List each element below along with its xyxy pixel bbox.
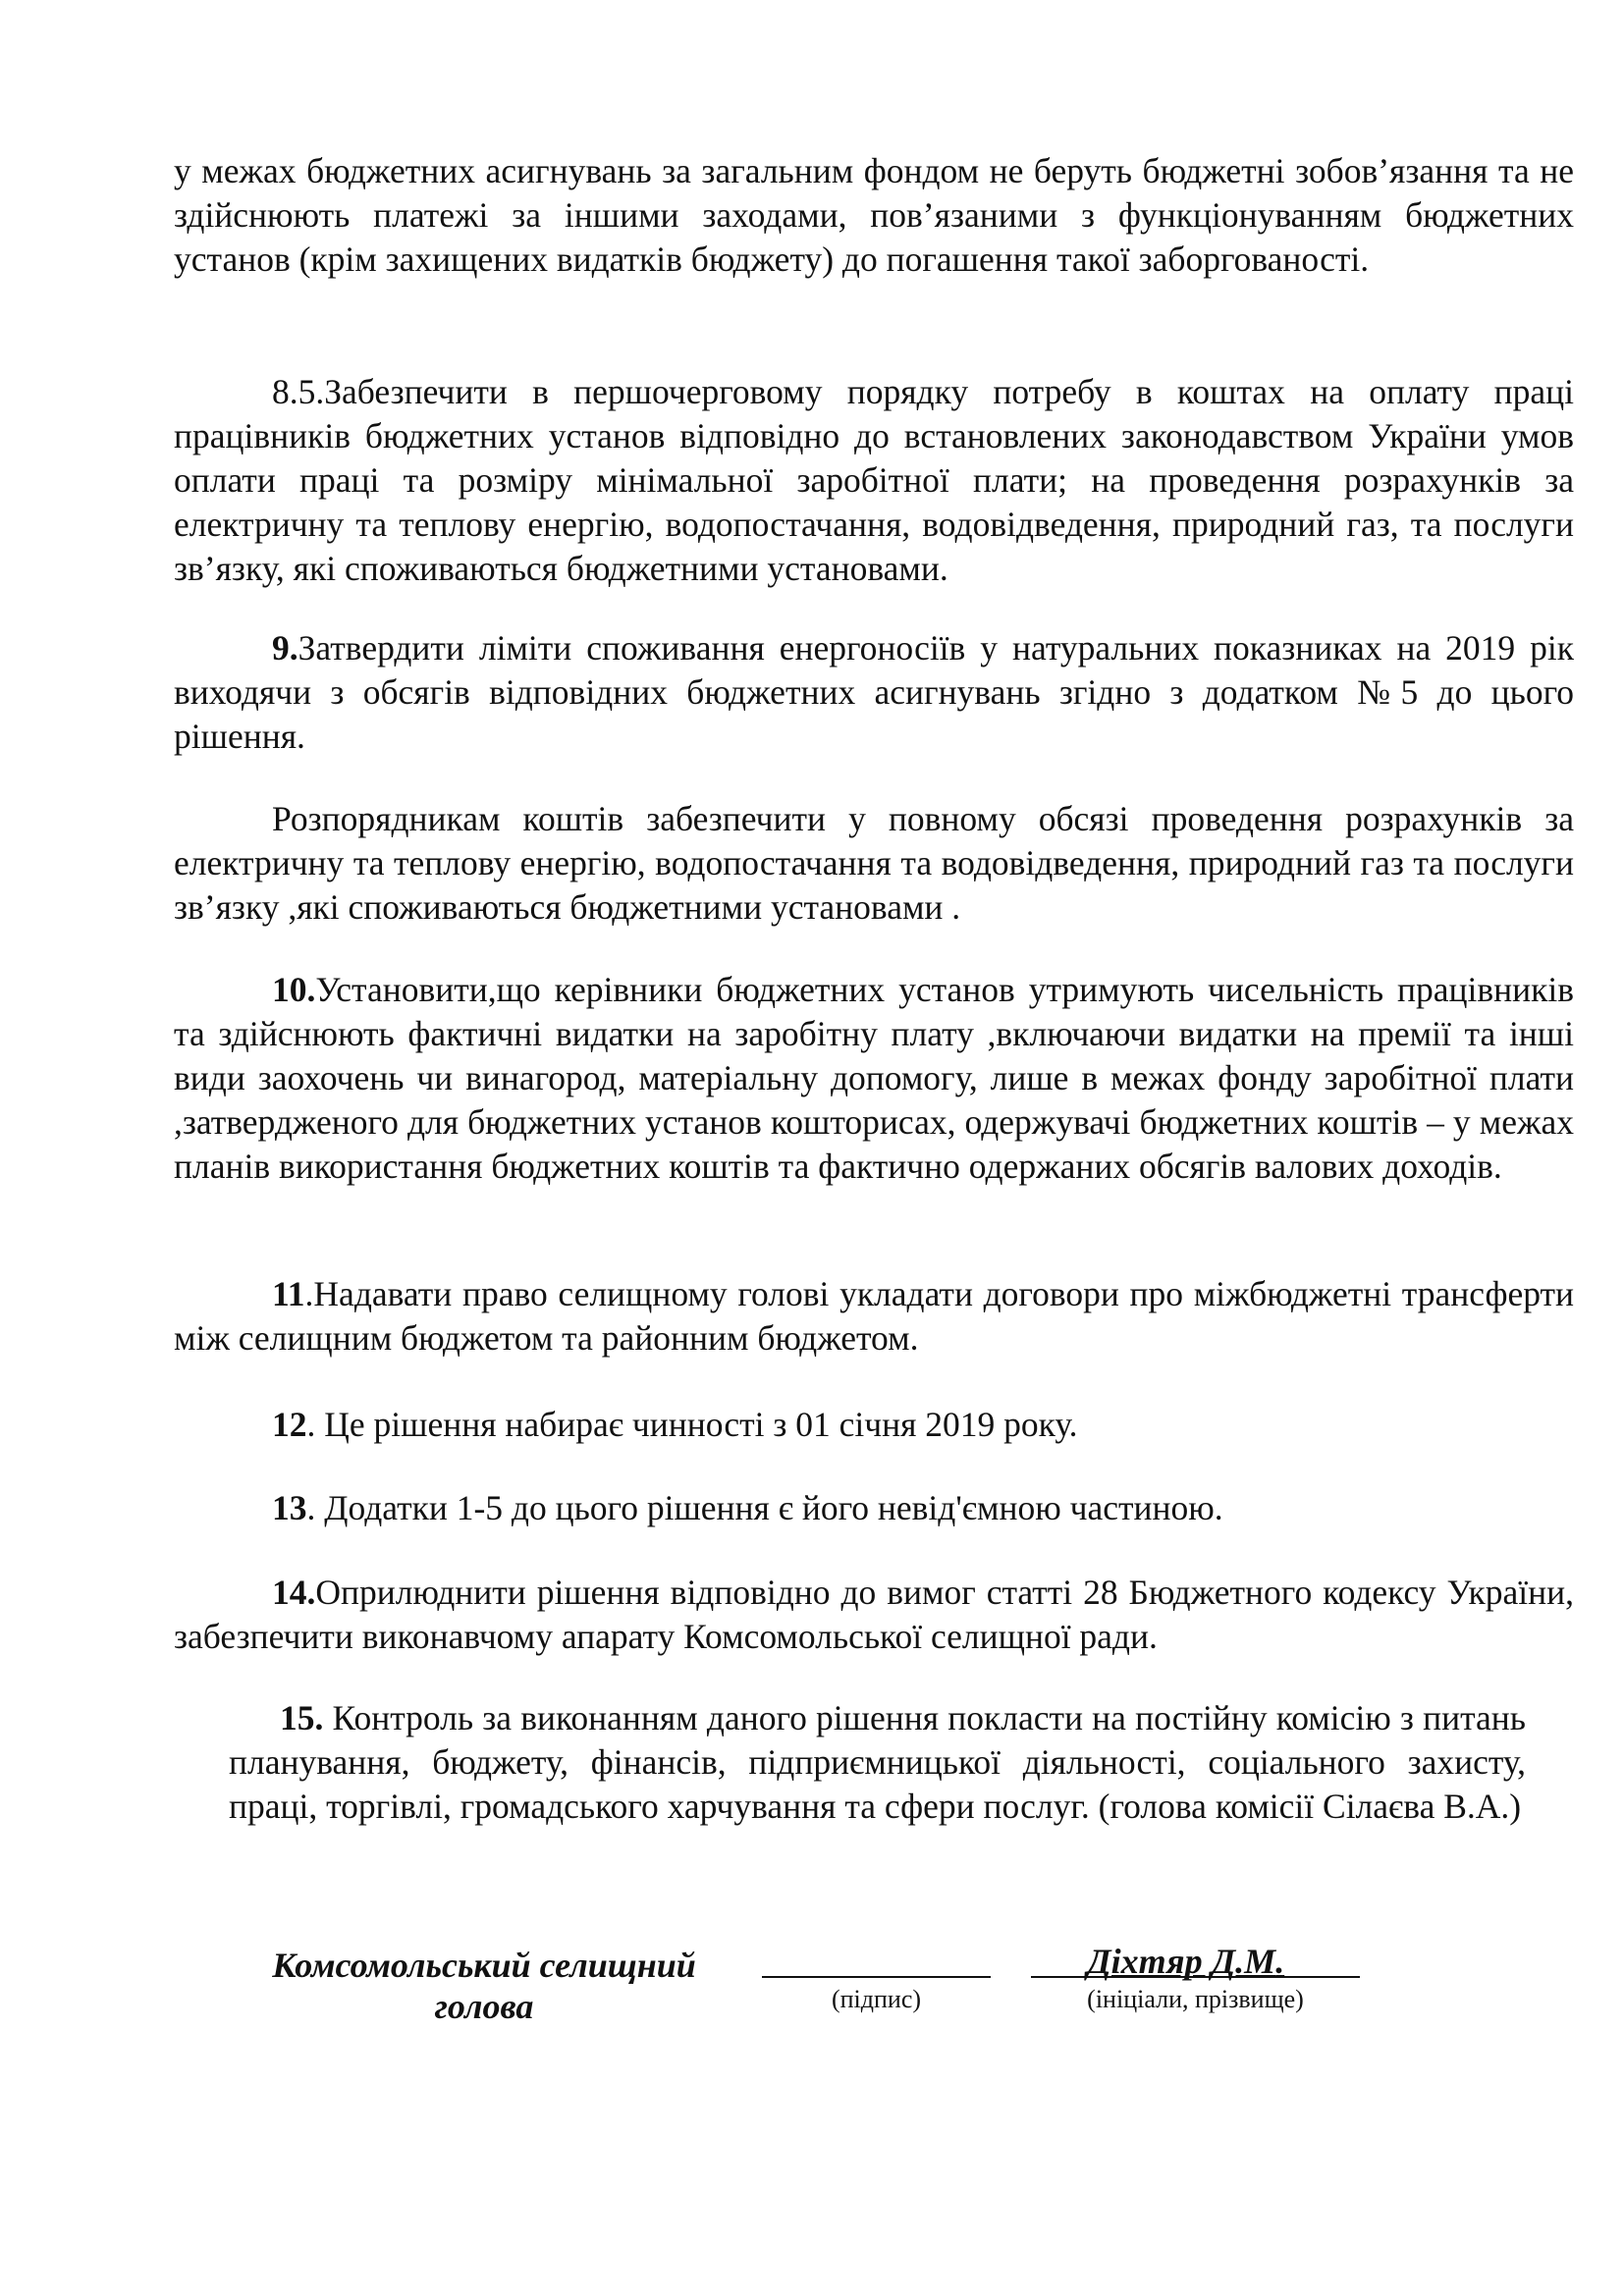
paragraph-9-managers: Розпорядникам коштів забезпечити у повному обсязі проведення розрахунків за електричну та теплову енергію, водопостачання та водовідведення, природний газ та послуги зв’язку ,які споживаються бюджетними установами . (174, 799, 1574, 927)
paragraph-15-number: 15. (280, 1698, 324, 1737)
paragraph-14-number: 14. (272, 1573, 316, 1612)
paragraph-11 (174, 1272, 1574, 1361)
signature-title (244, 1946, 725, 2026)
paragraph-9 (174, 626, 1574, 759)
paragraph-12-number: 12 (272, 1405, 307, 1444)
signatory-name-text: Діхтяр Д.М (1087, 1942, 1276, 1981)
name-caption: (ініціали, прізвище) (1087, 1985, 1304, 2013)
paragraph-13-number: 13 (272, 1488, 307, 1527)
paragraph-11-number: 11 (272, 1274, 305, 1313)
paragraph-12 (174, 1403, 1574, 1447)
paragraph-10 (174, 968, 1574, 1189)
paragraph-14 (174, 1571, 1574, 1659)
signature-line (762, 1976, 991, 1978)
paragraph-13 (174, 1486, 1574, 1530)
signature-title-line2: голова (434, 1987, 534, 2026)
paragraph-14-text: Оприлюднити рішення відповідно до вимог статті 28 Бюджетного кодексу України, забезпечити виконавчому апарату Комсомольської селищної ради. (174, 1573, 1574, 1656)
paragraph-11-text: .Надавати право селищному голові укладати договори про міжбюджетні трансферти між селищним бюджетом та районним бюджетом. (174, 1274, 1574, 1358)
signatory-name (1087, 1941, 1284, 1982)
signatory-name-dot: . (1275, 1942, 1285, 1981)
paragraph-10-text: Установити,що керівники бюджетних установ утримують чисельність працівників та здійснюють фактичні видатки на заробітну плату ,включаючи видатки на премії та інші види заохочень чи винагород, матеріальну допомогу, лише в межах фонду заробітної плати ,затвердженого для бюджетних установ кошторисах, одержувачі бюджетних коштів – у межах планів використання бюджетних коштів та фактично одержаних обсягів валових доходів. (174, 970, 1574, 1186)
paragraph-12-text: . Це рішення набирає чинності з 01 січня 2019 року. (306, 1405, 1078, 1444)
paragraph-13-text: . Додатки 1-5 до цього рішення є його невід'ємною частиною. (306, 1488, 1223, 1527)
paragraph-9-number: 9. (272, 628, 298, 667)
paragraph-8-5: 8.5.Забезпечити в першочерговому порядку потребу в коштах на оплату праці працівників бюджетних установ відповідно до встановлених законодавством України умов оплати праці та розміру мінімальної заробітної плати; на проведення розрахунків за електричну та теплову енергію, водопостачання, водовідведення, природний газ, та послуги зв’язку, які споживаються бюджетними установами. (174, 372, 1574, 588)
paragraph-9-text: Затвердити ліміти споживання енергоносіїв у натуральних показниках на 2019 рік виходячи з обсягів відповідних бюджетних асигнувань згідно з додатком №5 до цього рішення. (174, 628, 1574, 756)
paragraph-budget-obligations: у межах бюджетних асигнувань за загальним фондом не беруть бюджетні зобов’язання та не здійснюють платежі за іншими заходами, пов’язаними з функціонуванням бюджетних установ (крім захищених видатків бюджету) до погашення такої заборгованості. (174, 151, 1574, 279)
paragraph-15 (229, 1696, 1526, 1829)
signature-caption: (підпис) (831, 1985, 922, 2013)
paragraph-15-text: Контроль за виконанням даного рішення покласти на постійну комісію з питань планування, бюджету, фінансів, підприємницької діяльності, соціального захисту, праці, торгівлі, громадського харчування та сфери послуг. (голова комісії Сілаєва В.А.) (229, 1698, 1526, 1826)
signature-title-line1: Комсомольський селищний (272, 1946, 696, 1985)
paragraph-10-number: 10. (272, 970, 316, 1009)
